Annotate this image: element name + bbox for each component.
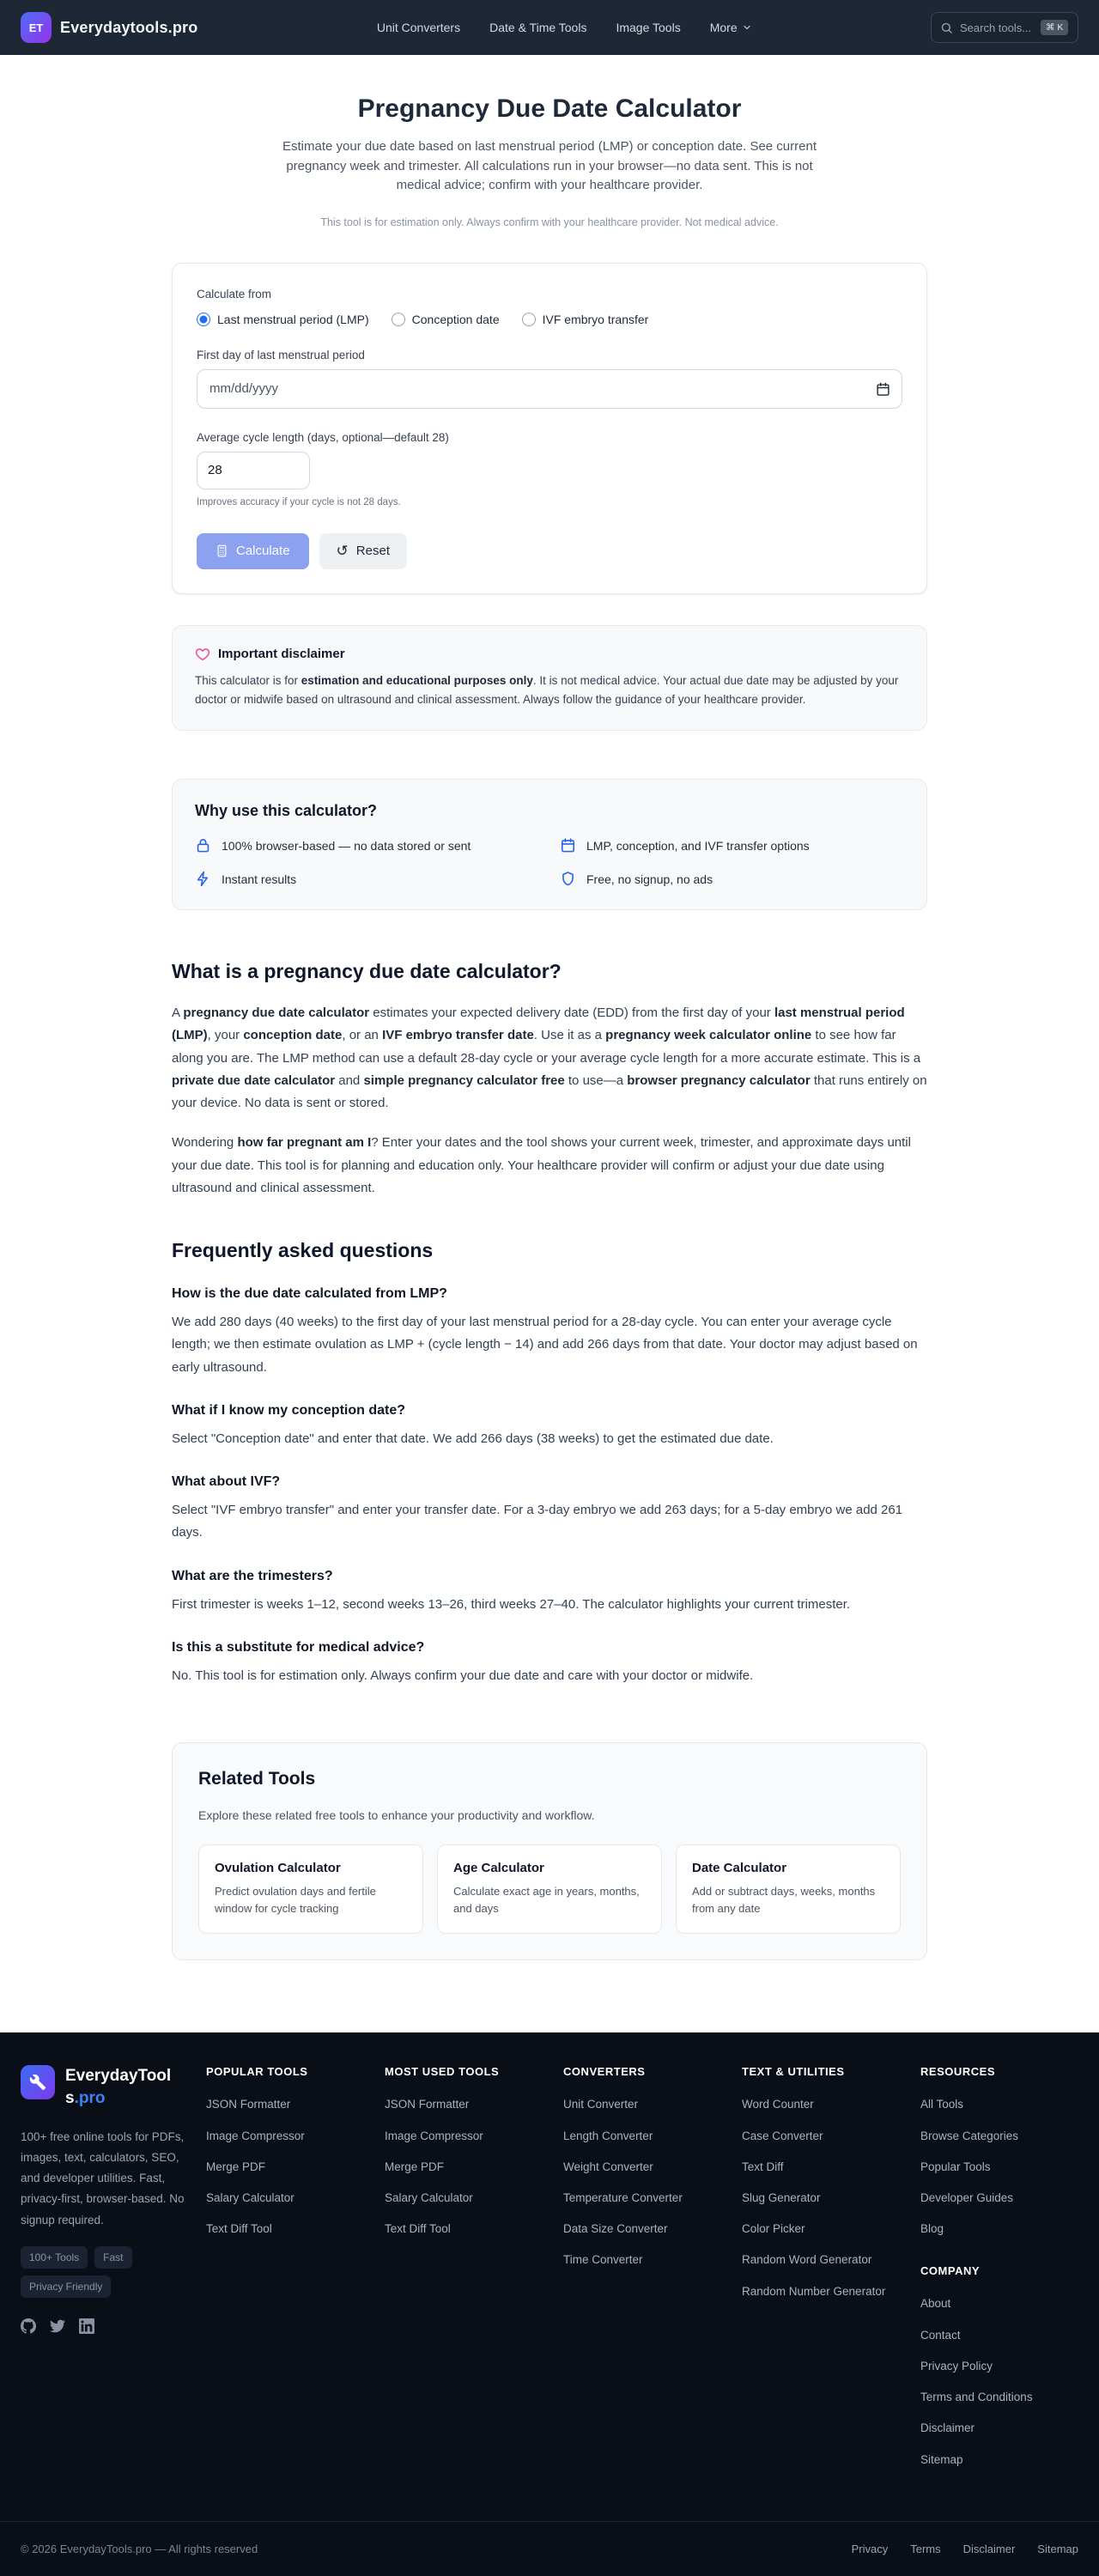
nav-image-tools[interactable]: Image Tools <box>616 21 681 34</box>
radio-conception-date[interactable] <box>392 313 500 326</box>
footer-link[interactable]: Developer Guides <box>920 2190 1014 2204</box>
nav-unit-converters[interactable]: Unit Converters <box>376 21 461 34</box>
footer-description: 100+ free online tools for PDFs, images, text, calculators, SEO, and developer utilities. Fast, privacy-first, browser-based. No signup required. <box>21 2129 185 2227</box>
faq-answer: We add 280 days (40 weeks) to the first day of your last menstrual period for a 28-day cycle. You can enter your average cycle length; we then estimate ovulation as LMP + (cycle length − 14) and add 266 days from that date. Your doctor may adjust based on early ultrasound. <box>172 1315 918 1375</box>
footer-link[interactable]: Text Diff Tool <box>206 2222 272 2236</box>
footer-column-most-used-tools <box>385 2065 543 2482</box>
faq-answer: Select "Conception date" and enter that date. We add 266 days (38 weeks) to get the estimated due date. <box>172 1431 774 1446</box>
footer-column-title: COMPANY <box>920 2264 981 2278</box>
faq-answer: Select "IVF embryo transfer" and enter your transfer date. For a 3-day embryo we add 263 days; for a 5-day embryo we add 261 days. <box>172 1503 903 1540</box>
legal-link-sitemap[interactable]: Sitemap <box>1037 2542 1078 2555</box>
search-icon <box>940 21 953 34</box>
disclaimer-card <box>172 625 927 732</box>
related-tools-description: Explore these related free tools to enhance your productivity and workflow. <box>198 1808 595 1823</box>
main-nav <box>377 21 752 34</box>
footer-column-title: CONVERTERS <box>563 2065 646 2079</box>
page-description: Estimate your due date based on last menstrual period (LMP) or conception date. See current pregnancy week and trimester. All calculations run in your browser—no data sent. This is not medical advice; confirm with your healthcare provider. <box>282 139 817 192</box>
footer-link[interactable]: Disclaimer <box>920 2421 975 2435</box>
footer-link[interactable]: Case Converter <box>742 2129 823 2142</box>
page-title: Pregnancy Due Date Calculator <box>357 94 742 123</box>
footer-badge: 100+ Tools <box>21 2246 88 2269</box>
radio-ivf-transfer[interactable] <box>522 313 649 326</box>
search-shortcut-badge: ⌘ K <box>1041 20 1068 35</box>
twitter-link[interactable] <box>50 2318 65 2338</box>
footer-badge: Fast <box>94 2246 131 2269</box>
footer-link[interactable]: Length Converter <box>563 2129 653 2142</box>
cycle-length-label: Average cycle length (days, optional—default 28) <box>197 430 449 444</box>
why-item-text: Free, no signup, no ads <box>586 872 713 886</box>
footer-link[interactable]: Browse Categories <box>920 2129 1019 2142</box>
linkedin-icon <box>79 2318 94 2334</box>
legal-link-terms[interactable]: Terms <box>910 2542 941 2555</box>
footer-link[interactable]: Weight Converter <box>563 2160 653 2173</box>
hero-section <box>0 55 1099 228</box>
wrench-icon <box>29 2074 46 2091</box>
why-item-browser-based <box>195 837 539 854</box>
footer-column-popular-tools <box>206 2065 364 2482</box>
footer-link[interactable]: About <box>920 2297 951 2311</box>
site-header <box>0 0 1099 55</box>
brand-logo-icon: ET <box>21 12 52 43</box>
brand[interactable] <box>21 12 197 43</box>
date-field-label: First day of last menstrual period <box>197 348 365 361</box>
disclaimer-text: This calculator is for estimation and educational purposes only. It is not medical advice. Your actual due date may be adjusted by your doctor or midwife based on ultrasound and clinical assessment. Always follow the guidance of your healthcare provider. <box>195 673 899 706</box>
related-tools-section <box>172 1742 927 1960</box>
tool-card-description: Calculate exact age in years, months, and days <box>453 1885 640 1916</box>
why-use-card <box>172 779 927 910</box>
github-icon <box>21 2318 36 2334</box>
why-item-text: Instant results <box>222 872 297 886</box>
footer-brand-column <box>21 2065 185 2482</box>
footer-column-title: TEXT & UTILITIES <box>742 2065 845 2079</box>
footer-link[interactable]: Time Converter <box>563 2253 643 2267</box>
calculator-icon <box>216 544 228 557</box>
footer-column-resources <box>920 2065 1078 2482</box>
footer-link[interactable]: Contact <box>920 2328 961 2342</box>
footer-link[interactable]: Text Diff Tool <box>385 2222 451 2236</box>
radio-ivf-dot[interactable] <box>522 313 536 326</box>
radio-lmp-label: Last menstrual period (LMP) <box>217 312 369 326</box>
footer-link[interactable]: Merge PDF <box>206 2160 266 2173</box>
calculate-button[interactable] <box>197 533 309 569</box>
reset-button[interactable] <box>319 533 407 569</box>
footer-brand-name[interactable]: EverydayTools.pro <box>65 2067 172 2107</box>
bolt-icon <box>195 871 211 887</box>
estimation-note: This tool is for estimation only. Always confirm with your healthcare provider. Not medical advice. <box>320 216 779 228</box>
reset-icon: ↺ <box>336 543 349 559</box>
lmp-date-input[interactable] <box>197 369 902 409</box>
footer-link[interactable]: Blog <box>920 2222 944 2236</box>
what-is-heading: What is a pregnancy due date calculator? <box>172 960 562 983</box>
radio-lmp[interactable] <box>197 313 369 326</box>
calculate-button-label: Calculate <box>236 544 290 558</box>
footer-link[interactable]: Sitemap <box>920 2452 963 2466</box>
calculator-card <box>172 263 927 594</box>
site-footer <box>0 2032 1099 2575</box>
why-item-options <box>560 837 904 854</box>
tool-card-title: Date Calculator <box>692 1861 787 1876</box>
cycle-length-input[interactable] <box>197 452 310 489</box>
tool-card-title: Ovulation Calculator <box>215 1861 341 1876</box>
footer-link[interactable]: Merge PDF <box>385 2160 445 2173</box>
nav-more-label: More <box>709 21 738 34</box>
lock-icon <box>195 837 211 854</box>
faq-question: What are the trimesters? <box>172 1568 333 1583</box>
linkedin-link[interactable] <box>79 2318 94 2338</box>
footer-bottom-bar <box>0 2521 1099 2576</box>
nav-more[interactable] <box>710 21 752 34</box>
footer-column-title: RESOURCES <box>920 2065 996 2079</box>
radio-conception-dot[interactable] <box>392 313 405 326</box>
radio-conception-label: Conception date <box>411 312 500 326</box>
search-box[interactable] <box>931 12 1078 43</box>
footer-link[interactable]: JSON Formatter <box>206 2098 291 2111</box>
what-is-paragraph-2: Wondering how far pregnant am I? Enter your dates and the tool shows your current week, trimester, and approximate days until your due date. This tool is for planning and education only. Your healthcare provider will confirm or adjust your due date using ultrasound and clinical assessment. <box>172 1135 911 1195</box>
why-use-title: Why use this calculator? <box>195 802 378 820</box>
footer-column-text-utilities <box>742 2065 900 2482</box>
footer-logo-icon <box>21 2065 55 2099</box>
footer-link[interactable]: Popular Tools <box>920 2160 991 2173</box>
what-is-paragraph-1: A pregnancy due date calculator estimates your expected delivery date (EDD) from the first day of your last menstrual period (LMP), your conception date, or an IVF embryo transfer date. Use it as a pregnancy week calculator online to see how far along you are. The LMP method can use a default 28-day cycle or your average cycle length for a more accurate estimate. This is a private due date calculator and simple pregnancy calculator free to use—a browser pregnancy calculator that runs entirely on your device. No data is sent or stored. <box>172 1005 927 1111</box>
footer-link[interactable]: Slug Generator <box>742 2190 821 2204</box>
legal-link-disclaimer[interactable]: Disclaimer <box>962 2542 1016 2555</box>
footer-link[interactable]: Temperature Converter <box>563 2190 683 2204</box>
tool-card-title: Age Calculator <box>453 1861 544 1876</box>
calendar-picker-icon[interactable] <box>876 381 890 396</box>
heart-icon <box>195 647 210 662</box>
calculate-from-radio-group <box>197 313 902 326</box>
footer-link[interactable]: Image Compressor <box>206 2129 305 2142</box>
why-item-text: LMP, conception, and IVF transfer options <box>586 838 810 853</box>
footer-link[interactable]: Text Diff <box>742 2160 784 2173</box>
calculate-from-label: Calculate from <box>197 287 272 301</box>
nav-date-time-tools[interactable]: Date & Time Tools <box>489 21 587 34</box>
footer-link[interactable]: Color Picker <box>742 2222 805 2236</box>
footer-column-title: POPULAR TOOLS <box>206 2065 308 2079</box>
calendar-icon <box>560 837 576 854</box>
footer-link[interactable]: Random Word Generator <box>742 2253 872 2267</box>
disclaimer-title: Important disclaimer <box>218 647 345 661</box>
faq-question: What if I know my conception date? <box>172 1402 406 1418</box>
footer-link[interactable]: Salary Calculator <box>206 2190 294 2204</box>
footer-link[interactable]: Image Compressor <box>385 2129 483 2142</box>
cycle-help-text: Improves accuracy if your cycle is not 28 days. <box>197 496 401 507</box>
related-tools-title: Related Tools <box>198 1769 316 1789</box>
tool-card-description: Add or subtract days, weeks, months from any date <box>692 1885 876 1916</box>
footer-link[interactable]: Word Counter <box>742 2098 814 2111</box>
search-input[interactable] <box>960 21 1034 34</box>
footer-link[interactable]: Random Number Generator <box>742 2284 886 2298</box>
radio-lmp-dot[interactable] <box>197 313 210 326</box>
footer-link[interactable]: Privacy Policy <box>920 2359 993 2372</box>
footer-column-company <box>920 2264 1078 2467</box>
footer-link[interactable]: Salary Calculator <box>385 2190 473 2204</box>
related-tool-age-calculator[interactable] <box>437 1844 662 1934</box>
faq-answer: No. This tool is for estimation only. Always confirm your due date and care with your doctor or midwife. <box>172 1668 754 1683</box>
footer-column-converters <box>563 2065 721 2482</box>
related-tool-ovulation-calculator[interactable] <box>198 1844 423 1934</box>
copyright-text: © 2026 EverydayTools.pro — All rights reserved <box>21 2542 258 2555</box>
shield-icon <box>560 871 576 887</box>
brand-name: Everydaytools.pro <box>60 18 198 36</box>
legal-link-privacy[interactable]: Privacy <box>851 2542 889 2555</box>
related-tool-date-calculator[interactable] <box>676 1844 901 1934</box>
faq-question: What about IVF? <box>172 1474 281 1490</box>
footer-column-title: MOST USED TOOLS <box>385 2065 500 2079</box>
footer-badge: Privacy Friendly <box>21 2275 111 2298</box>
footer-link[interactable]: Terms and Conditions <box>920 2391 1033 2404</box>
faq-answer: First trimester is weeks 1–12, second weeks 13–26, third weeks 27–40. The calculator highlights your current trimester. <box>172 1596 851 1612</box>
footer-link[interactable]: Data Size Converter <box>563 2222 668 2236</box>
twitter-icon <box>50 2318 65 2334</box>
radio-ivf-label: IVF embryo transfer <box>542 312 649 326</box>
footer-link[interactable]: JSON Formatter <box>385 2098 470 2111</box>
faq-heading: Frequently asked questions <box>172 1239 434 1262</box>
faq-question: Is this a substitute for medical advice? <box>172 1639 425 1655</box>
github-link[interactable] <box>21 2318 36 2338</box>
article-section <box>172 960 927 1687</box>
tool-card-description: Predict ovulation days and fertile window for cycle tracking <box>215 1885 376 1916</box>
why-item-instant <box>195 871 539 887</box>
footer-link[interactable]: All Tools <box>920 2098 964 2111</box>
footer-link[interactable]: Unit Converter <box>563 2098 639 2111</box>
why-item-free <box>560 871 904 887</box>
faq-question: How is the due date calculated from LMP? <box>172 1286 447 1302</box>
why-item-text: 100% browser-based — no data stored or sent <box>222 838 471 853</box>
chevron-down-icon <box>742 22 752 33</box>
reset-button-label: Reset <box>355 544 390 558</box>
